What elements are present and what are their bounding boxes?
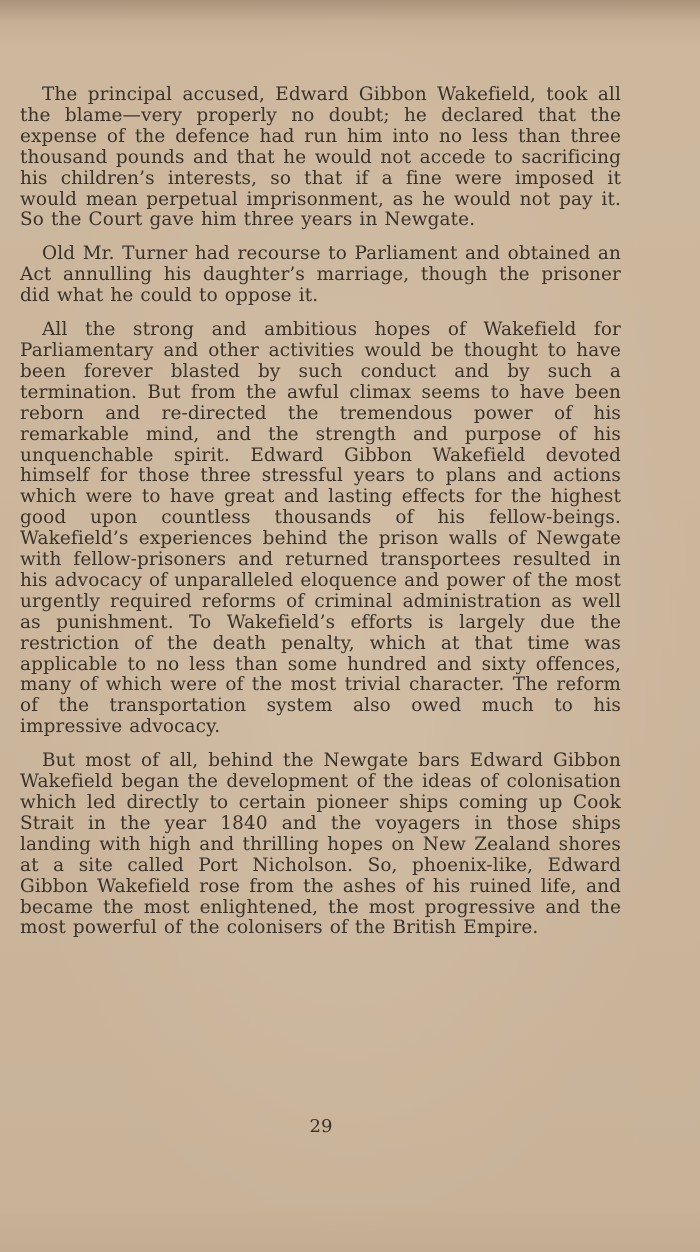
paragraph-2: Old Mr. Turner had recourse to Parliament and obtained an Act annulling his daughter’s marriage, though the prisoner did what he could to oppose it. bbox=[20, 243, 621, 307]
paragraph-1: The principal accused, Edward Gibbon Wakefield, took all the blame—very properly no doubt; he declared that the expense of the defence had run him into no less than three thousand pounds and that he would not accede to sacrificing his children’s interests, so that if a fine were imposed it would mean perpetual imprisonment, as he would not pay it. So the Court gave him three years in Newgate. bbox=[20, 84, 621, 231]
body-text bbox=[20, 85, 621, 952]
paragraph-3: All the strong and ambitious hopes of Wakefield for Parliamentary and other activities would be thought to have been forever blasted by such conduct and by such a termination. But from the awful climax seems to have been reborn and re-directed the tremendous power of his remarkable mind, and the strength and purpose of his unquenchable spirit. Edward Gibbon Wakefield devoted himself for those three stressful years to plans and actions which were to have great and lasting effects for the highest good upon countless thousands of his fellow-beings. Wakefield’s experiences behind the prison walls of Newgate with fellow-prisoners and returned transportees resulted in his advocacy of unparalleled eloquence and power of the most urgently required reforms of criminal administration as well as punishment. To Wakefield’s efforts is largely due the restriction of the death penalty, which at that time was applicable to no less than some hundred and sixty offences, many of which were of the most trivial character. The reform of the transportation system also owed much to his impressive advocacy. bbox=[20, 319, 621, 738]
page-top-edge bbox=[0, 0, 700, 22]
page-number: 29 bbox=[309, 1116, 333, 1137]
paragraph-4: But most of all, behind the Newgate bars Edward Gibbon Wakefield began the development of the ideas of colonisation which led directly to certain pioneer ships coming up Cook Strait in the year 1840 and the voyagers in those ships landing with high and thrilling hopes on New Zealand shores at a site called Port Nicholson. So, phoenix-like, Edward Gibbon Wakefield rose from the ashes of his ruined life, and became the most enlightened, the most progressive and the most powerful of the colonisers of the British Empire. bbox=[20, 750, 621, 939]
